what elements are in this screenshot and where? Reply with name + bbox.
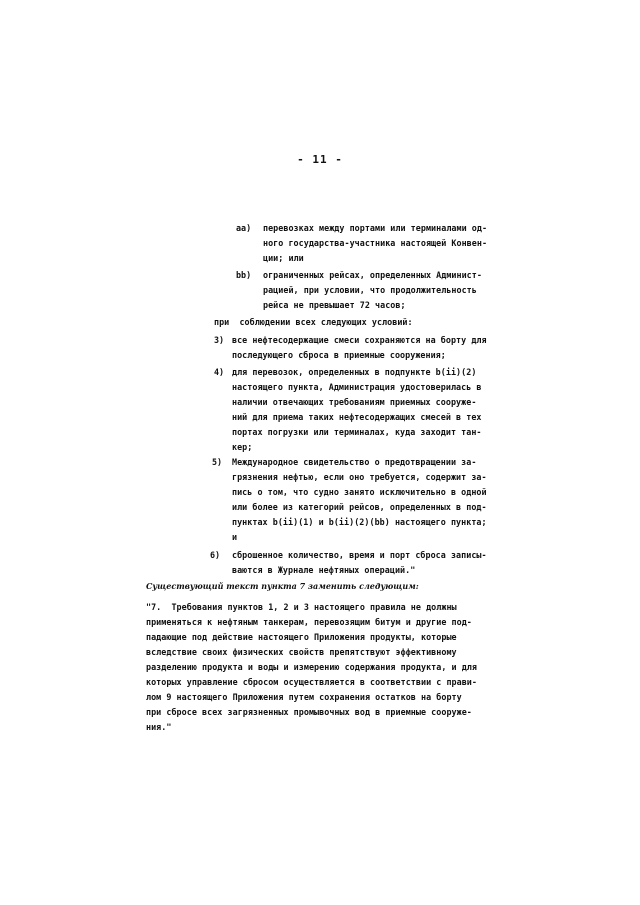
item-5-line: пунктах b(ii)(1) и b(ii)(2)(bb) настоящего пункта; <box>232 517 487 527</box>
paragraph-7-line: при сбросе всех загрязненных промывочных вод в приемные сооруже- <box>146 707 472 717</box>
sub-item-aa-line: ного государства-участника настоящей Конвен- <box>263 238 488 248</box>
item-4-line: ний для приема таких нефтесодержащих смесей в тех <box>232 412 482 422</box>
item-4-line: настоящего пункта, Администрация удостоверилась в <box>232 382 482 392</box>
paragraph-7-line: ния." <box>146 722 172 732</box>
item-3-line: последующего сброса в приемные сооружения; <box>232 350 446 360</box>
item-4-marker: 4) <box>214 367 225 377</box>
item-3-line: все нефтесодержащие смеси сохраняются на борту для <box>232 335 487 345</box>
sub-item-bb-line: рацией, при условии, что продолжительность <box>263 285 477 295</box>
amendment-note: Существующий текст пункта 7 заменить следующим: <box>146 581 419 591</box>
item-4-line: кер; <box>232 442 253 452</box>
paragraph-7-line: лом 9 настоящего Приложения путем сохранения остатков на борту <box>146 692 462 702</box>
sub-item-bb-line: ограниченных рейсах, определенных Админист- <box>263 270 482 280</box>
item-5-line: грязнения нефтью, если оно требуется, содержит за- <box>232 472 487 482</box>
sub-item-aa-marker: aa) <box>236 223 252 233</box>
item-5-line: и <box>232 532 238 542</box>
item-6-line: сброшенное количество, время и порт сброса записы- <box>232 550 487 560</box>
item-6-marker: 6) <box>210 550 221 560</box>
item-4-line: наличии отвечающих требованиям приемных сооруже- <box>232 397 477 407</box>
item-4-line: портах погрузки или терминалах, куда заходит тан- <box>232 427 482 437</box>
sub-item-aa-line: перевозках между портами или терминалами од- <box>263 223 488 233</box>
page-number: - 11 - <box>297 153 343 166</box>
item-6-line: ваются в Журнале нефтяных операций." <box>232 565 416 575</box>
sub-item-bb-line: рейса не превышает 72 часов; <box>263 300 406 310</box>
paragraph-7-line: применяться к нефтяным танкерам, перевозящим битум и другие под- <box>146 617 472 627</box>
paragraph-7-line: разделению продукта и воды и измерению содержания продукта, и для <box>146 662 477 672</box>
condition-intro: при соблюдении всех следующих условий: <box>214 317 413 327</box>
paragraph-7-line: которых управление сбросом осуществляется в соответствии с прави- <box>146 677 477 687</box>
sub-item-aa-line: ции; или <box>263 253 304 263</box>
item-5-line: Международное свидетельство о предотвращении за- <box>232 457 477 467</box>
item-5-line: или более из категорий рейсов, определенных в под- <box>232 502 487 512</box>
paragraph-7-line: вследствие своих физических свойств препятствуют эффективному <box>146 647 457 657</box>
item-5-line: пись о том, что судно занято исключительно в одной <box>232 487 487 497</box>
paragraph-7-line: "7. Требования пунктов 1, 2 и 3 настоящего правила не должны <box>146 602 457 612</box>
item-5-marker: 5) <box>212 457 223 467</box>
item-3-marker: 3) <box>214 335 225 345</box>
paragraph-7-line: падающие под действие настоящего Приложения продукты, которые <box>146 632 457 642</box>
item-4-line: для перевозок, определенных в подпункте b(ii)(2) <box>232 367 477 377</box>
sub-item-bb-marker: bb) <box>236 270 252 280</box>
